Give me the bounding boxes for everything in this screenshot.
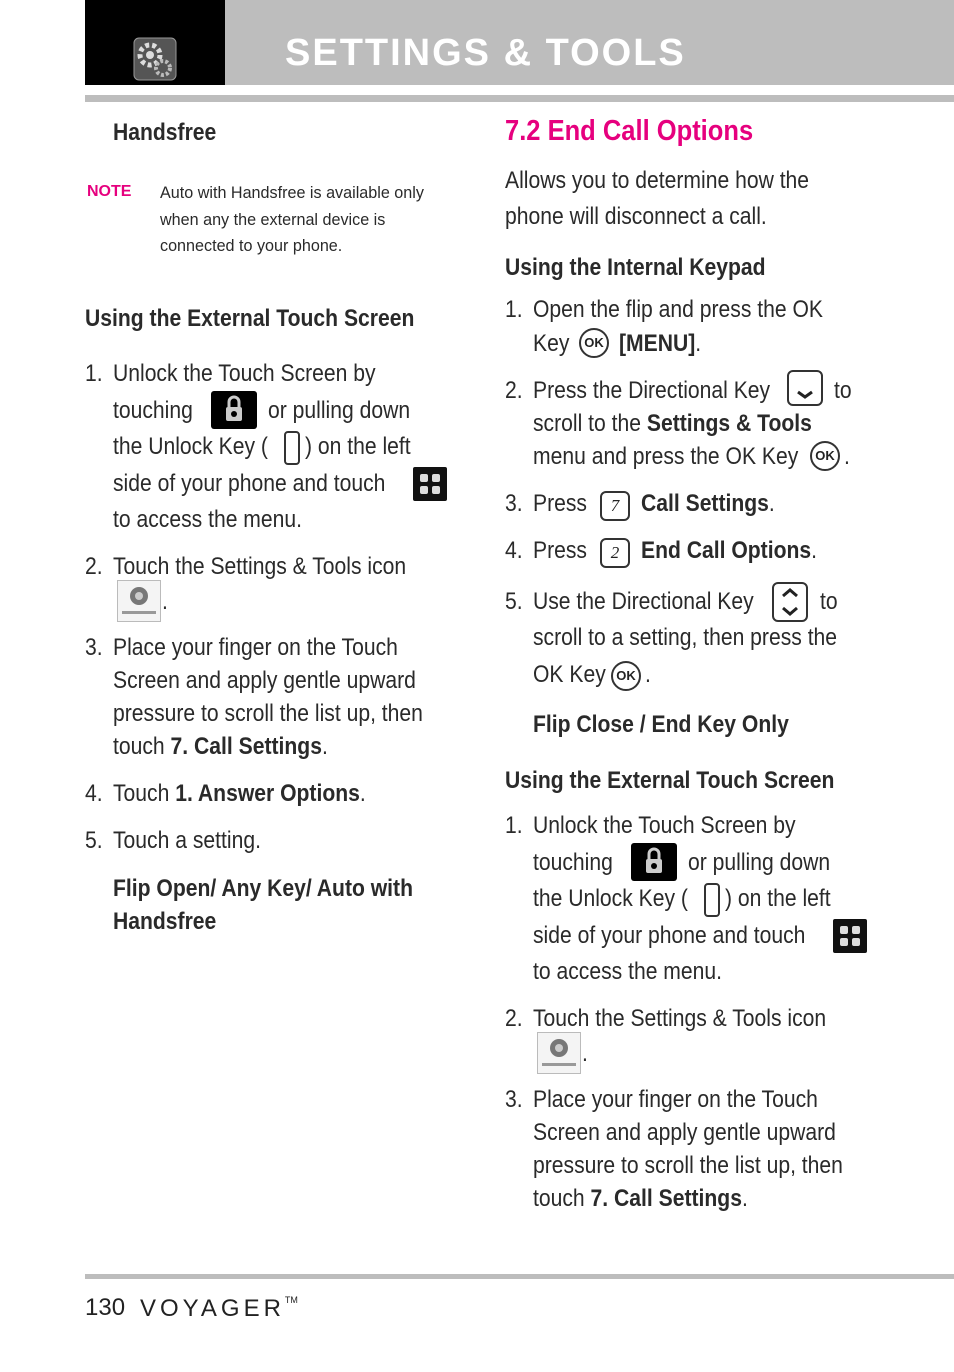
step-text: pressure to scroll the list up, then	[113, 700, 423, 727]
step-text: to	[820, 588, 838, 615]
options-text: Handsfree	[113, 908, 217, 935]
step-text: Unlock the Touch Screen by	[113, 360, 376, 387]
settings-tools-icon	[537, 1032, 581, 1074]
step-text: scroll to a setting, then press the	[533, 624, 838, 651]
step-number: 4.	[505, 537, 523, 564]
brand-logo: VOYAGER™	[140, 1295, 298, 1322]
menu-grid-icon	[413, 467, 447, 501]
step-text: Place your finger on the Touch	[533, 1086, 818, 1113]
step-text: Touch the Settings & Tools icon	[113, 553, 407, 580]
note-label: NOTE	[87, 183, 132, 200]
footer-rule	[85, 1274, 954, 1279]
key-7-icon: 7	[600, 491, 630, 521]
step-text: .	[162, 588, 168, 615]
external-touch-heading: Using the External Touch Screen	[505, 767, 835, 794]
lock-icon	[211, 391, 257, 429]
note-line: connected to your phone.	[160, 236, 343, 255]
step-number: 3.	[505, 1086, 523, 1113]
step-text: or pulling down	[268, 397, 411, 424]
header-rule	[85, 95, 954, 102]
key-2-icon: 2	[600, 538, 630, 568]
step-number: 1.	[505, 296, 523, 323]
step-number: 1.	[85, 360, 103, 387]
step-text: touch 7. Call Settings.	[113, 733, 328, 760]
step-text: to access the menu.	[113, 506, 303, 533]
ok-key-icon: OK	[810, 441, 840, 471]
intro-text: phone will disconnect a call.	[505, 203, 767, 230]
step-text: Press	[533, 537, 587, 564]
step-number: 5.	[505, 588, 523, 615]
step-text: [MENU].	[619, 330, 702, 357]
step-text: Place your finger on the Touch	[113, 634, 398, 661]
step-text: Open the flip and press the OK	[533, 296, 823, 323]
options-text: Flip Close / End Key Only	[533, 711, 789, 738]
step-text: Touch a setting.	[113, 827, 261, 854]
step-text: scroll to the Settings & Tools	[533, 410, 812, 437]
unlock-key-icon	[284, 431, 300, 465]
internal-keypad-heading: Using the Internal Keypad	[505, 254, 766, 281]
directional-updown-key-icon	[772, 582, 808, 622]
step-text: pressure to scroll the list up, then	[533, 1152, 843, 1179]
ok-key-icon: OK	[579, 328, 609, 358]
step-text: touching	[113, 397, 193, 424]
menu-grid-icon	[833, 919, 867, 953]
external-touch-heading: Using the External Touch Screen	[85, 305, 415, 332]
options-text: Flip Open/ Any Key/ Auto with	[113, 875, 413, 902]
step-text: Touch the Settings & Tools icon	[533, 1005, 827, 1032]
lock-icon	[631, 843, 677, 881]
directional-down-key-icon	[787, 370, 823, 406]
step-number: 2.	[505, 377, 523, 404]
step-text: Touch 1. Answer Options.	[113, 780, 366, 807]
page-title: SETTINGS & TOOLS	[285, 32, 686, 74]
step-number: 3.	[505, 490, 523, 517]
step-text: or pulling down	[688, 849, 831, 876]
step-text: touch 7. Call Settings.	[533, 1185, 748, 1212]
step-text: Use the Directional Key	[533, 588, 754, 615]
note-line: Auto with Handsfree is available only	[160, 183, 424, 202]
step-number: 1.	[505, 812, 523, 839]
handsfree-heading: Handsfree	[113, 119, 217, 146]
step-text: the Unlock Key (	[533, 885, 688, 912]
step-text: the Unlock Key (	[113, 433, 268, 460]
step-text: to	[834, 377, 852, 404]
step-text: .	[645, 661, 651, 688]
settings-tools-icon	[117, 580, 161, 622]
step-text: Press	[533, 490, 587, 517]
step-text: to access the menu.	[533, 958, 723, 985]
section-title: 7.2 End Call Options	[505, 115, 754, 147]
step-text: side of your phone and touch	[533, 922, 806, 949]
step-text: ) on the left	[305, 433, 411, 460]
step-number: 3.	[85, 634, 103, 661]
step-text: Key	[533, 330, 570, 357]
step-text: Call Settings.	[641, 490, 775, 517]
step-number: 2.	[85, 553, 103, 580]
step-text: side of your phone and touch	[113, 470, 386, 497]
unlock-key-icon	[704, 883, 720, 917]
step-text: End Call Options.	[641, 537, 818, 564]
step-text: .	[582, 1040, 588, 1067]
step-number: 5.	[85, 827, 103, 854]
step-text: .	[844, 443, 850, 470]
step-text: OK Key	[533, 661, 606, 688]
page-number: 130	[85, 1294, 126, 1321]
step-text: Unlock the Touch Screen by	[533, 812, 796, 839]
note-line: when any the external device is	[160, 210, 386, 229]
step-number: 2.	[505, 1005, 523, 1032]
ok-key-icon: OK	[611, 661, 641, 691]
step-text: menu and press the OK Key	[533, 443, 799, 470]
step-text: ) on the left	[725, 885, 831, 912]
intro-text: Allows you to determine how the	[505, 167, 810, 194]
step-text: Screen and apply gentle upward	[533, 1119, 836, 1146]
step-text: Screen and apply gentle upward	[113, 667, 416, 694]
step-number: 4.	[85, 780, 103, 807]
step-text: touching	[533, 849, 613, 876]
step-text: Press the Directional Key	[533, 377, 771, 404]
gears-icon	[133, 37, 177, 81]
